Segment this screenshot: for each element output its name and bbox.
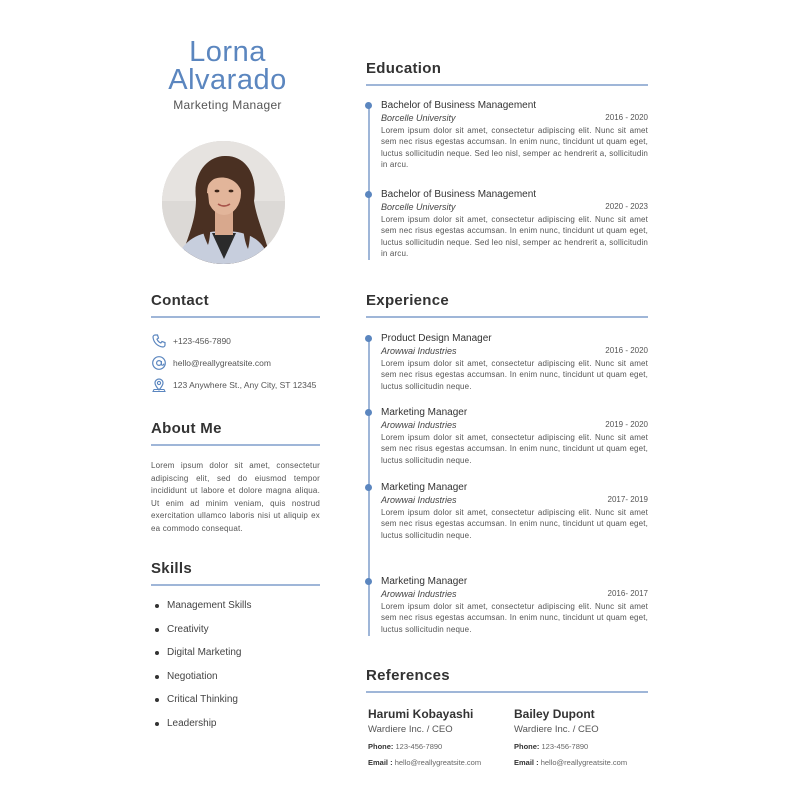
role-title: Product Design Manager xyxy=(381,333,492,344)
education-entry xyxy=(381,189,648,259)
reference-card xyxy=(514,707,654,772)
bullet-icon xyxy=(155,675,159,679)
about-divider xyxy=(151,444,320,446)
bullet-icon xyxy=(155,604,159,608)
about-heading: About Me xyxy=(151,420,222,437)
skills-heading: Skills xyxy=(151,560,192,577)
phone-label: Phone: xyxy=(514,742,540,751)
experience-description: Lorem ipsum dolor sit amet, consectetur adipiscing elit. Nunc sit amet sem nec risus egestas accumsan. In enim nunc, tincidunt ut quam eget, luctus sollicitudin neque. xyxy=(381,602,648,634)
school-name: Borcelle University xyxy=(381,113,456,123)
education-years: 2016 - 2020 xyxy=(605,113,648,122)
bullet-icon xyxy=(155,651,159,655)
education-description: Lorem ipsum dolor sit amet, consectetur adipiscing elit. Nunc sit amet sem nec risus egestas accumsan. In enim nunc, tincidunt ut quam eget, luctus sollicitudin neque. Sed leo nisl, semper ac hendrerit a, sollicitudin in arcu. xyxy=(381,126,648,169)
experience-divider xyxy=(366,316,648,318)
reference-phone-value[interactable]: 123-456-7890 xyxy=(395,742,443,751)
bullet-icon xyxy=(155,722,159,726)
skill-item xyxy=(155,671,251,695)
phone-icon xyxy=(151,333,167,349)
reference-name: Bailey Dupont xyxy=(514,707,595,721)
experience-entry xyxy=(381,333,648,392)
timeline-dot xyxy=(365,578,372,585)
company-name: Arowwai Industries xyxy=(381,495,457,505)
skill-label: Digital Marketing xyxy=(167,647,242,658)
profile-photo xyxy=(162,141,285,264)
timeline-dot xyxy=(365,102,372,109)
email-label: Email : xyxy=(368,758,393,767)
education-years: 2020 - 2023 xyxy=(605,202,648,211)
degree-title: Bachelor of Business Management xyxy=(381,100,537,111)
skill-item xyxy=(155,600,251,624)
email-label: Email : xyxy=(514,758,539,767)
contact-phone-text[interactable]: +123-456-7890 xyxy=(173,336,231,346)
contact-address xyxy=(151,376,316,394)
job-title: Marketing Manager xyxy=(173,98,282,112)
bullet-icon xyxy=(155,698,159,702)
role-title: Marketing Manager xyxy=(381,407,468,418)
contact-divider xyxy=(151,316,320,318)
experience-description: Lorem ipsum dolor sit amet, consectetur adipiscing elit. Nunc sit amet sem nec risus egestas accumsan. In enim nunc, tincidunt ut quam eget, luctus sollicitudin neque. xyxy=(381,433,648,465)
education-timeline xyxy=(368,104,370,260)
contact-address-text: 123 Anywhere St., Any City, ST 12345 xyxy=(173,380,317,390)
contact-heading: Contact xyxy=(151,292,209,309)
location-icon xyxy=(151,377,167,393)
reference-email xyxy=(514,758,654,772)
reference-email-value[interactable]: hello@reallygreatsite.com xyxy=(394,758,482,767)
experience-description: Lorem ipsum dolor sit amet, consectetur adipiscing elit. Nunc sit amet sem nec risus egestas accumsan. In enim nunc, tincidunt ut quam eget, luctus sollicitudin neque. xyxy=(381,508,648,540)
reference-phone-value[interactable]: 123-456-7890 xyxy=(541,742,589,751)
reference-phone xyxy=(368,742,508,756)
references-divider xyxy=(366,691,648,693)
bullet-icon xyxy=(155,628,159,632)
skill-label: Critical Thinking xyxy=(167,694,238,705)
skills-divider xyxy=(151,584,320,586)
skill-item xyxy=(155,647,251,671)
experience-description: Lorem ipsum dolor sit amet, consectetur adipiscing elit. Nunc sit amet sem nec risus egestas accumsan. In enim nunc, tincidunt ut quam eget, luctus sollicitudin neque. xyxy=(381,359,648,391)
timeline-dot xyxy=(365,484,372,491)
reference-phone xyxy=(514,742,654,756)
about-text: Lorem ipsum dolor sit amet, consectetur adipiscing elit, sed do eiusmod tempor incididunt ut labore et dolore magna aliqua. Ut enim ad minim veniam, quis nostrud exercitation ullamco laboris nisi ut aliquip ex ea commodo consequat. xyxy=(151,461,320,533)
email-icon xyxy=(151,355,167,371)
education-description: Lorem ipsum dolor sit amet, consectetur adipiscing elit. Nunc sit amet sem nec risus egestas accumsan. In enim nunc, tincidunt ut quam eget, luctus sollicitudin neque. Sed leo nisl, semper ac hendrerit a, sollicitudin in arcu. xyxy=(381,215,648,258)
contact-email-text[interactable]: hello@reallygreatsite.com xyxy=(173,358,271,368)
skill-label: Creativity xyxy=(167,623,209,635)
education-heading: Education xyxy=(366,60,442,77)
reference-email xyxy=(368,758,508,772)
education-entry xyxy=(381,100,648,170)
references-heading: References xyxy=(366,667,450,684)
skill-label: Management Skills xyxy=(167,600,252,611)
phone-label: Phone: xyxy=(368,742,394,751)
experience-years: 2017- 2019 xyxy=(607,495,648,504)
experience-heading: Experience xyxy=(366,292,450,309)
last-name: Alvarado xyxy=(168,64,287,96)
skill-label: Leadership xyxy=(167,717,217,729)
education-divider xyxy=(366,84,648,86)
role-title: Marketing Manager xyxy=(381,576,468,587)
experience-entry xyxy=(381,407,648,466)
experience-years: 2016 - 2020 xyxy=(605,346,648,355)
skill-item xyxy=(155,718,251,742)
timeline-dot xyxy=(365,409,372,416)
experience-entry xyxy=(381,482,648,541)
role-title: Marketing Manager xyxy=(381,482,468,493)
reference-role: Wardiere Inc. / CEO xyxy=(514,724,599,735)
company-name: Arowwai Industries xyxy=(381,589,457,599)
company-name: Arowwai Industries xyxy=(381,420,457,430)
skill-label: Negotiation xyxy=(167,670,218,682)
first-name: Lorna xyxy=(189,36,266,68)
timeline-dot xyxy=(365,335,372,342)
reference-card xyxy=(368,707,508,772)
experience-years: 2016- 2017 xyxy=(607,589,648,598)
skill-item xyxy=(155,694,251,718)
skills-list xyxy=(155,600,251,741)
timeline-dot xyxy=(365,191,372,198)
reference-role: Wardiere Inc. / CEO xyxy=(368,724,453,735)
contact-email xyxy=(151,354,271,372)
experience-entry xyxy=(381,576,648,635)
reference-name: Harumi Kobayashi xyxy=(368,707,474,721)
company-name: Arowwai Industries xyxy=(381,346,457,356)
contact-phone xyxy=(151,332,231,350)
experience-years: 2019 - 2020 xyxy=(605,420,648,429)
school-name: Borcelle University xyxy=(381,202,456,212)
reference-email-value[interactable]: hello@reallygreatsite.com xyxy=(540,758,628,767)
skill-item xyxy=(155,624,251,648)
degree-title: Bachelor of Business Management xyxy=(381,189,537,200)
